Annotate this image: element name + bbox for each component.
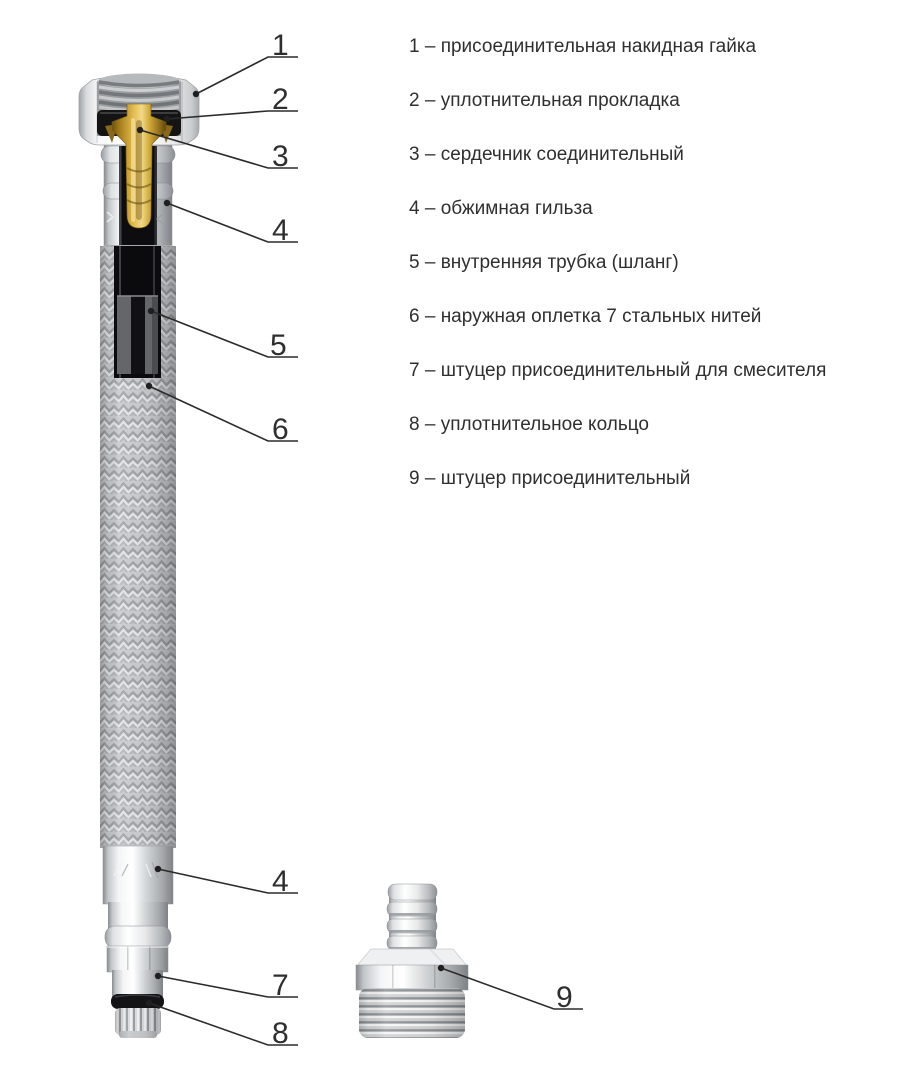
mixer-fitting-part <box>105 902 171 1038</box>
callout-number-8: 8 <box>272 1017 289 1050</box>
crimp-sleeve-bottom-part <box>103 846 173 904</box>
connection-fitting-part <box>356 884 468 1038</box>
leader-dots <box>137 91 444 1006</box>
union-nut-part <box>79 74 199 229</box>
callout-number-7: 7 <box>272 969 289 1002</box>
o-ring-part <box>111 994 164 1009</box>
legend-item-9: 9 – штуцер присоединительный <box>409 468 691 489</box>
legend-item-6: 6 – наружная оплетка 7 стальных нитей <box>409 306 762 327</box>
steel-braid-part <box>100 246 176 848</box>
callout-number-2: 2 <box>272 83 289 116</box>
legend-item-3: 3 – сердечник соединительный <box>409 144 684 165</box>
callout-number-1: 1 <box>272 29 289 62</box>
fitting9-thread <box>359 988 465 1038</box>
callout-number-6: 6 <box>272 413 289 446</box>
legend-item-1: 1 – присоединительная накидная гайка <box>409 36 757 57</box>
legend-item-8: 8 – уплотнительное кольцо <box>409 414 649 435</box>
callout-number-4-top: 4 <box>272 214 289 247</box>
legend-item-4: 4 – обжимная гильза <box>409 198 593 219</box>
callout-number-5: 5 <box>270 329 287 362</box>
legend-item-2: 2 – уплотнительная прокладка <box>409 90 680 111</box>
legend-item-7: 7 – штуцер присоединительный для смесителя <box>409 360 827 381</box>
thread-end-part <box>115 1008 161 1038</box>
fitting-hex <box>107 946 168 972</box>
callout-number-3: 3 <box>272 140 289 173</box>
legend-item-5: 5 – внутренняя трубка (шланг) <box>409 252 679 273</box>
fitting9-hex <box>356 949 468 990</box>
callout-number-9: 9 <box>556 981 573 1014</box>
callout-number-4-bottom: 4 <box>272 865 289 898</box>
